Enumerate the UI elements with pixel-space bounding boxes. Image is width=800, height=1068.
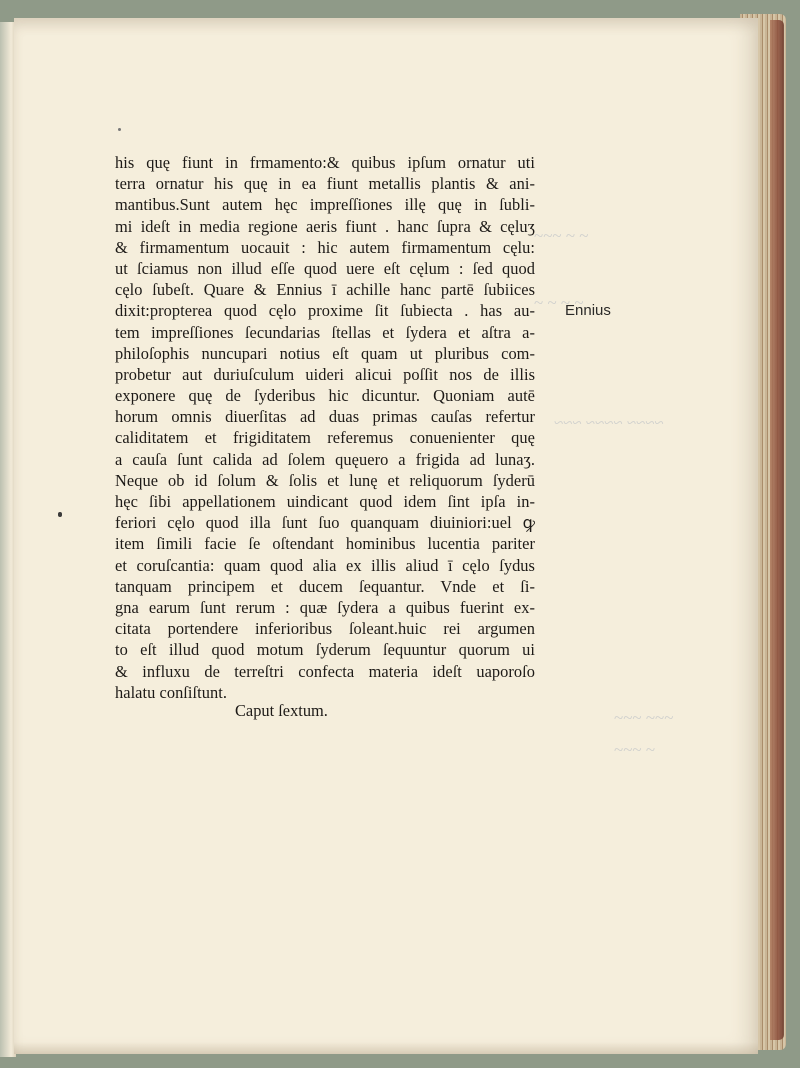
text-line: mantibus.Sunt autem hęc impreſſiones illę quę in ſubli- — [115, 195, 535, 215]
text-line: tem impreſſiones ſecundarias ſtellas et ſydera et aſtra a- — [115, 322, 535, 342]
text-line: et coruſcantia: quam quod alia ex illis aliud ī cęlo ſydus — [115, 555, 535, 575]
text-line: citata portendere inferioribus ſoleant.huic rei argumen — [115, 619, 535, 639]
main-text-block — [115, 152, 535, 703]
text-line: tanquam principem et ducem ſequantur. Vnde et ſi- — [115, 576, 535, 596]
text-line: dixit:propterea quod cęlo proxime ſit ſubiecta . has au- — [115, 301, 535, 321]
text-line: terra ornatur his quę in ea fiunt metallis plantis & ani- — [115, 174, 535, 194]
text-line: item ſimili facie ſe oſtendant hominibus lucentia pariter — [115, 534, 535, 554]
text-line: his quę fiunt in frmamento:& quibus ipſum ornatur uti — [115, 153, 535, 172]
chapter-heading: Caput ſextum. — [235, 701, 328, 720]
text-line: horum omnis diuerſitas ad duas primas cauſas refertur — [115, 407, 535, 427]
margin-note: Ennius — [565, 302, 611, 319]
text-line: probetur aut duriuſculum uideri alicui poſſit nos de illis — [115, 364, 535, 384]
text-line: caliditatem et frigiditatem referemus conuenienter quę — [115, 428, 535, 448]
text-line: feriori cęlo quod illa ſunt ſuo quanquam diuiniori:uel ꝙ — [115, 513, 535, 533]
text-line: ut ſciamus non illud eſſe quod uere eſt cęlum : ſed quod — [115, 258, 535, 278]
text-line: & influxu de terreſtri confecta materia ideſt uaporoſo — [115, 661, 535, 681]
text-line: Neque ob id ſolum & ſolis et lunę et reliquorum ſyderū — [115, 470, 535, 490]
text-line: a cauſa ſunt calida ad ſolem quęuero a frigida ad lunaʒ. — [115, 449, 535, 469]
text-line: exponere quę de ſyderibus hic dicuntur. Quoniam autē — [115, 386, 535, 406]
show-through-text: ~~~ ~ — [614, 740, 656, 759]
show-through-text: ~~~ ~~~ — [614, 708, 674, 727]
text-line: hęc ſibi appellationem uindicant quod idem ſint ipſa in- — [115, 492, 535, 511]
text-line: philoſophis nuncupari notius eſt quam ut pluribus com- — [115, 343, 535, 363]
text-line: cęlo ſubeſt. Quare & Ennius ī achille hanc partē ſubiices — [115, 280, 535, 300]
text-line: gna earum ſunt rerum : quæ ſydera a quibus fuerint ex- — [115, 597, 535, 617]
show-through-text: ~ ~ ~ ~ — [534, 293, 584, 312]
ink-speck — [118, 128, 121, 131]
text-line-last: halatu conſiſtunt. — [115, 682, 227, 702]
show-through-text: ~~~ ~ ~ — [534, 226, 589, 245]
text-line: to eſt illud quod motum ſyderum ſequuntur quorum ui — [115, 640, 535, 660]
text-line: & firmamentum uocauit : hic autem firmamentum cęlu: — [115, 237, 535, 257]
page-stack-red-edge — [770, 20, 784, 1040]
show-through-text: ~~~~ ~~~~ ~~~ — [554, 413, 664, 432]
text-line: mi ideſt in media regione aeris fiunt . hanc ſupra & cęluʒ — [115, 216, 535, 236]
ink-speck — [58, 512, 62, 517]
